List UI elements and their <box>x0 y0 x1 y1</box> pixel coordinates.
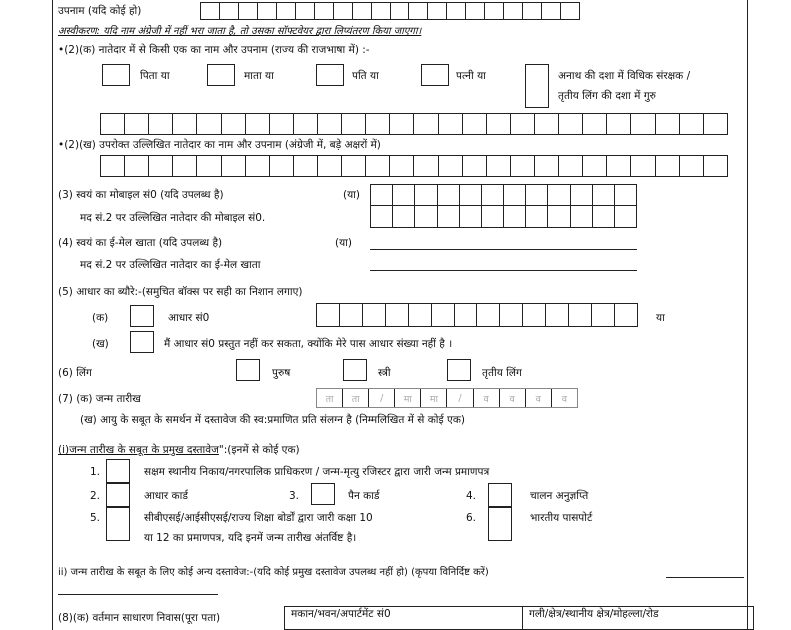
aadhaar-b-tag: (ख) <box>92 338 109 350</box>
relative-mobile-grid[interactable] <box>370 206 637 228</box>
relative-name-grid-hindi[interactable] <box>100 113 728 135</box>
father-label: पिता या <box>140 70 170 82</box>
doc-2-checkbox[interactable] <box>106 483 130 507</box>
dob-cell: व <box>561 393 568 405</box>
dob-grid[interactable] <box>316 388 578 408</box>
doc-5-checkbox[interactable] <box>106 507 130 541</box>
doc-5-text: सीबीएसई/आईसीएसई/राज्य शिक्षा बोर्डों द्वारा जारी कक्षा 10 <box>144 512 373 524</box>
alias-input-grid[interactable] <box>200 2 580 20</box>
mobile-or: (या) <box>343 189 361 201</box>
section-2b-label: •(2)(ख) उपरोक्त उल्लिखित नातेदार का नाम और उपनाम (अंग्रेजी में, बड़े अक्षरों में) <box>58 139 381 151</box>
dob-cell: / <box>369 389 395 407</box>
doc-6-num: 6. <box>466 512 477 524</box>
relative-mobile-label: मद सं.2 पर उल्लिखित नातेदार की मोबाइल सं0. <box>80 212 266 224</box>
address-label: (8)(क) वर्तमान साधारण निवास(पूरा पता) <box>58 612 221 624</box>
dob-cell: व <box>526 389 552 407</box>
aadhaar-number-text: आधार सं0 <box>168 312 210 324</box>
dob-cell: ता <box>317 389 343 407</box>
dob-cell: व <box>500 389 526 407</box>
doc-3-text: पैन कार्ड <box>348 490 380 502</box>
age-proof-label: (ख) आयु के सबूत के समर्थन में दस्तावेज की स्व:प्रमाणित प्रति संलग्न है (निम्मलिखित में से कोई एक) <box>80 414 465 426</box>
female-label: स्त्री <box>378 367 391 379</box>
separator-line <box>58 594 218 595</box>
father-checkbox[interactable] <box>102 64 130 86</box>
docs-heading-suffix: ":(इनमें से कोई एक) <box>218 444 300 456</box>
doc-4-num: 4. <box>466 490 477 502</box>
section-2a-label: •(2)(क) नातेदार में से किसी एक का नाम और उपनाम (राज्य की राजभाषा में) :- <box>58 44 370 56</box>
doc-1-text: सक्षम स्थानीय निकाय/नगरपालिक प्राधिकरण / जन्म-मृत्यु रजिस्टर द्वारा जारी जन्म प्रमाणपत्र <box>144 466 490 478</box>
doc-1-checkbox[interactable] <box>106 459 130 483</box>
aadhaar-number-grid[interactable] <box>316 303 638 327</box>
other-doc-label: ii) जन्म तारीख के सबूत के लिए कोई अन्य दस्तावेज:-(यदि कोई प्रमुख दस्तावेज उपलब्ध नहीं हो) (कृपया विनिर्दिष्ट करें) <box>58 567 489 578</box>
gender-label: (6) लिंग <box>58 367 92 379</box>
aadhaar-or: या <box>656 312 665 324</box>
wife-label: पत्नी या <box>456 70 486 82</box>
guardian-label-2: तृतीय लिंग की दशा में गुरु <box>558 90 656 102</box>
self-email-input[interactable] <box>370 249 637 250</box>
dob-label: (7) (क) जन्म तारीख <box>58 393 141 405</box>
docs-heading-main: (i)जन्म तारीख के सबूत के प्रमुख दस्तावेज <box>58 444 219 456</box>
relative-name-grid-english[interactable] <box>100 155 728 177</box>
transliteration-note: अस्वीकरण: यदि नाम अंग्रेजी में नहीं भरा जाता है, तो उसका सॉफ्टवेयर द्वारा लिप्यंतरण किया जाएगा। <box>58 26 422 37</box>
address-table <box>284 606 754 630</box>
alias-label: उपनाम (यदि कोई हो) <box>58 5 142 17</box>
self-email-label: (4) स्वयं का ई-मेल खाता (यदि उपलब्ध है) <box>58 237 223 249</box>
wife-checkbox[interactable] <box>421 64 449 86</box>
house-number-cell[interactable]: मकान/भवन/अपार्टमेंट सं0 <box>285 607 523 630</box>
guardian-label-1: अनाथ की दशा में विधिक संरक्षक / <box>558 70 691 82</box>
email-or: (या) <box>335 237 353 249</box>
aadhaar-a-tag: (क) <box>92 312 109 324</box>
no-aadhaar-checkbox[interactable] <box>130 331 154 353</box>
docs-heading <box>58 444 300 457</box>
doc-6-checkbox[interactable] <box>488 507 512 541</box>
female-checkbox[interactable] <box>343 359 367 381</box>
dob-cell: ता <box>343 389 369 407</box>
doc-5-num: 5. <box>90 512 101 524</box>
guardian-checkbox[interactable] <box>525 64 549 108</box>
mother-checkbox[interactable] <box>207 64 235 86</box>
relative-email-input[interactable] <box>370 270 637 271</box>
dob-cell: मा <box>395 389 421 407</box>
male-checkbox[interactable] <box>236 359 260 381</box>
aadhaar-label: (5) आधार का ब्यौरे:-(समुचित बॉक्स पर सही का निशान लगाए) <box>58 286 303 298</box>
dob-cell: / <box>447 389 473 407</box>
street-cell[interactable]: गली/क्षेत्र/स्थानीय क्षेत्र/मोहल्ला/रोड <box>523 607 754 630</box>
self-mobile-label: (3) स्वयं का मोबाइल सं0 (यदि उपलब्ध है) <box>58 189 224 201</box>
doc-1-num: 1. <box>90 466 101 478</box>
relative-email-label: मद सं.2 पर उल्लिखित नातेदार का ई-मेल खाता <box>80 259 261 271</box>
doc-2-num: 2. <box>90 490 101 502</box>
third-gender-checkbox[interactable] <box>447 359 471 381</box>
husband-label: पति या <box>352 70 379 82</box>
doc-6-text: भारतीय पासपोर्ट <box>530 512 593 524</box>
aadhaar-number-checkbox[interactable] <box>130 305 154 327</box>
self-mobile-grid[interactable] <box>370 184 637 206</box>
dob-cell: व <box>474 389 500 407</box>
other-doc-input[interactable] <box>666 577 744 578</box>
mother-label: माता या <box>244 70 274 82</box>
doc-3-checkbox[interactable] <box>311 483 335 505</box>
doc-4-checkbox[interactable] <box>488 483 512 507</box>
male-label: पुरुष <box>272 367 291 379</box>
doc-5-text-2: या 12 का प्रमाणपत्र, यदि इनमें जन्म तारीख अंतर्विष्ट है। <box>144 532 357 544</box>
doc-3-num: 3. <box>289 490 300 502</box>
doc-4-text: चालन अनुज्ञप्ति <box>530 490 589 502</box>
third-gender-label: तृतीय लिंग <box>482 367 522 379</box>
dob-cell: मा <box>421 389 447 407</box>
doc-2-text: आधार कार्ड <box>144 490 188 502</box>
husband-checkbox[interactable] <box>316 64 344 86</box>
no-aadhaar-text: मैं आधार सं0 प्रस्तुत नहीं कर सकता, क्योंकि मेरे पास आधार संख्या नहीं है । <box>164 338 453 350</box>
